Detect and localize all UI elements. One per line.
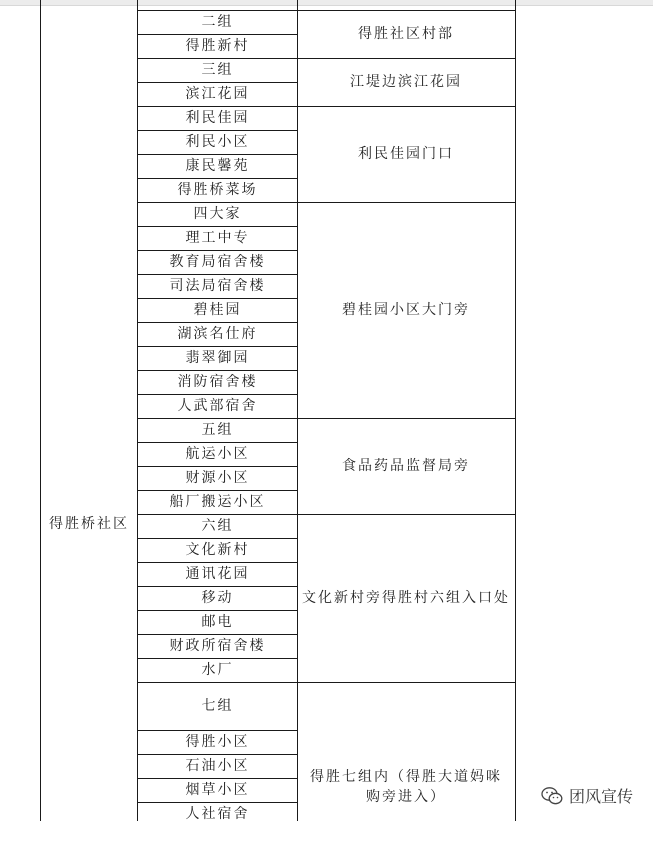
place-cell: 人社宿舍 bbox=[185, 806, 250, 822]
place-cell: 烟草小区 bbox=[185, 782, 250, 798]
place-cell: 消防宿舍楼 bbox=[177, 374, 258, 390]
column-line-3 bbox=[515, 0, 516, 821]
place-cell: 邮电 bbox=[201, 614, 234, 630]
place-cell: 七组 bbox=[201, 698, 234, 714]
place-cell: 利民小区 bbox=[185, 134, 250, 150]
place-cell: 六组 bbox=[201, 518, 234, 534]
top-edge bbox=[0, 0, 653, 6]
place-cell: 滨江花园 bbox=[185, 86, 250, 102]
place-cell: 航运小区 bbox=[185, 446, 250, 462]
location-cell: 利民佳园门口 bbox=[358, 146, 454, 162]
location-cell: 得胜社区村部 bbox=[358, 26, 454, 42]
place-cell: 二组 bbox=[201, 14, 234, 30]
place-cell: 通讯花园 bbox=[185, 566, 250, 582]
group-line bbox=[137, 682, 516, 683]
place-cell: 三组 bbox=[201, 62, 234, 78]
place-cell: 人武部宿舍 bbox=[177, 398, 258, 414]
location-cell: 文化新村旁得胜村六组入口处 bbox=[302, 590, 510, 606]
place-cell: 教育局宿舍楼 bbox=[169, 254, 266, 270]
watermark-text: 团风宣传 bbox=[568, 787, 633, 806]
place-cell: 利民佳园 bbox=[185, 110, 250, 126]
place-cell: 湖滨名仕府 bbox=[177, 326, 258, 342]
place-cell: 船厂搬运小区 bbox=[169, 494, 266, 510]
place-cell: 翡翠御园 bbox=[185, 350, 250, 366]
location-cell: 碧桂园小区大门旁 bbox=[342, 302, 470, 318]
place-cell: 得胜新村 bbox=[185, 38, 250, 54]
place-cell: 得胜桥菜场 bbox=[177, 182, 258, 198]
place-cell: 理工中专 bbox=[185, 230, 250, 246]
wechat-icon bbox=[541, 786, 563, 806]
location-cell: 食品药品监督局旁 bbox=[342, 458, 470, 474]
place-cell: 五组 bbox=[201, 422, 234, 438]
location-cell: 江堤边滨江花园 bbox=[350, 74, 462, 90]
place-cell: 文化新村 bbox=[185, 542, 250, 558]
column-line-2 bbox=[297, 0, 298, 821]
place-cell: 司法局宿舍楼 bbox=[169, 278, 266, 294]
place-cell: 碧桂园 bbox=[193, 302, 242, 318]
place-cell: 得胜小区 bbox=[185, 734, 250, 750]
place-cell: 财政所宿舍楼 bbox=[169, 638, 266, 654]
location-cell: 得胜七组内（得胜大道妈咪购旁进入） bbox=[310, 769, 502, 805]
column-line-0 bbox=[40, 0, 41, 821]
place-cell: 财源小区 bbox=[185, 470, 250, 486]
community-cell: 得胜桥社区 bbox=[49, 516, 129, 532]
place-cell: 康民馨苑 bbox=[185, 158, 250, 174]
place-cell: 移动 bbox=[201, 590, 234, 606]
place-cell: 四大家 bbox=[193, 206, 242, 222]
watermark bbox=[541, 784, 633, 807]
place-cell: 石油小区 bbox=[185, 758, 250, 774]
place-cell: 水厂 bbox=[201, 662, 234, 678]
